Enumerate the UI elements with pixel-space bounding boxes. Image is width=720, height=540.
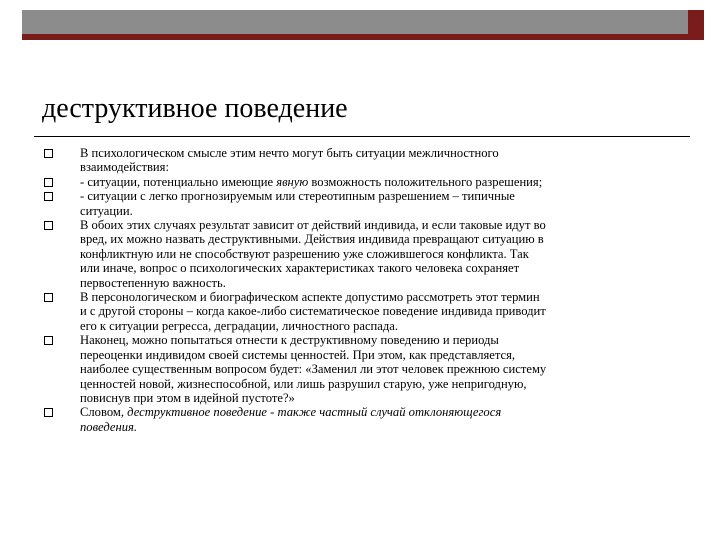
bullet-text: В обоих этих случаях результат зависит от действий индивида, и если таковые идут во вред, их можно назвать деструктивными. Действия индивида превращают ситуацию в конфликтную или не способствуют разрешению уже сложившегося конфликта. Так или иначе, вопрос о психологических характеристиках такого человека сохраняет первостепенную важность. <box>80 218 546 290</box>
square-bullet-icon <box>44 221 53 230</box>
bullet-item-3 <box>44 189 684 218</box>
bullet-text-pre: Словом, <box>80 405 128 420</box>
bullet-text: - ситуации с легко прогнозируемым или стереотипным разрешением – типичные ситуации. <box>80 189 515 218</box>
square-bullet-icon <box>44 178 53 187</box>
slide-title: деструктивное поведение <box>42 93 348 124</box>
bullet-text: В персонологическом и биографическом аспекте допустимо рассмотреть этот термин и с другой стороны – когда какое-либо систематическое поведение индивида приводит его к ситуации регресса, деградации, личностного распада. <box>80 290 546 333</box>
bullet-item-4 <box>44 218 684 290</box>
square-bullet-icon <box>44 149 53 158</box>
bullet-item-2 <box>44 175 684 189</box>
title-underline <box>34 136 690 137</box>
bullet-list <box>44 146 684 434</box>
bullet-text <box>80 175 542 189</box>
bullet-item-1 <box>44 146 684 175</box>
bullet-text <box>80 405 501 433</box>
bullet-text-pre: - ситуации, потенциально имеющие <box>80 174 277 189</box>
top-gray-bar <box>22 10 688 34</box>
bullet-text-post: возможность положительного разрешения; <box>308 174 543 189</box>
bullet-text: Наконец, можно попытаться отнести к деструктивному поведению и периоды переоценки индивидом своей системы ценностей. При этом, как представляется, наиболее существенным вопросом будет: «Заменил ли этот человек прежнюю систему ценностей новой, жизнеспособной, или лишь разрушил старую, уже непригодную, повиснув при этом в идейной пустоте?» <box>80 333 547 405</box>
bullet-item-5 <box>44 290 684 333</box>
square-bullet-icon <box>44 293 53 302</box>
top-red-square <box>688 10 704 40</box>
top-decorative-band <box>22 10 698 40</box>
bullet-item-7 <box>44 405 684 434</box>
square-bullet-icon <box>44 336 53 345</box>
bullet-text: В психологическом смысле этим нечто могут быть ситуации межличностного взаимодействия: <box>80 146 499 175</box>
square-bullet-icon <box>44 408 53 417</box>
square-bullet-icon <box>44 192 53 201</box>
top-red-bar <box>22 34 688 40</box>
bullet-text-emphasis: деструктивное поведение - также частный случай отклоняющегося поведения. <box>80 405 502 434</box>
bullet-item-6 <box>44 333 684 405</box>
bullet-text-emphasis: явную <box>276 174 309 189</box>
